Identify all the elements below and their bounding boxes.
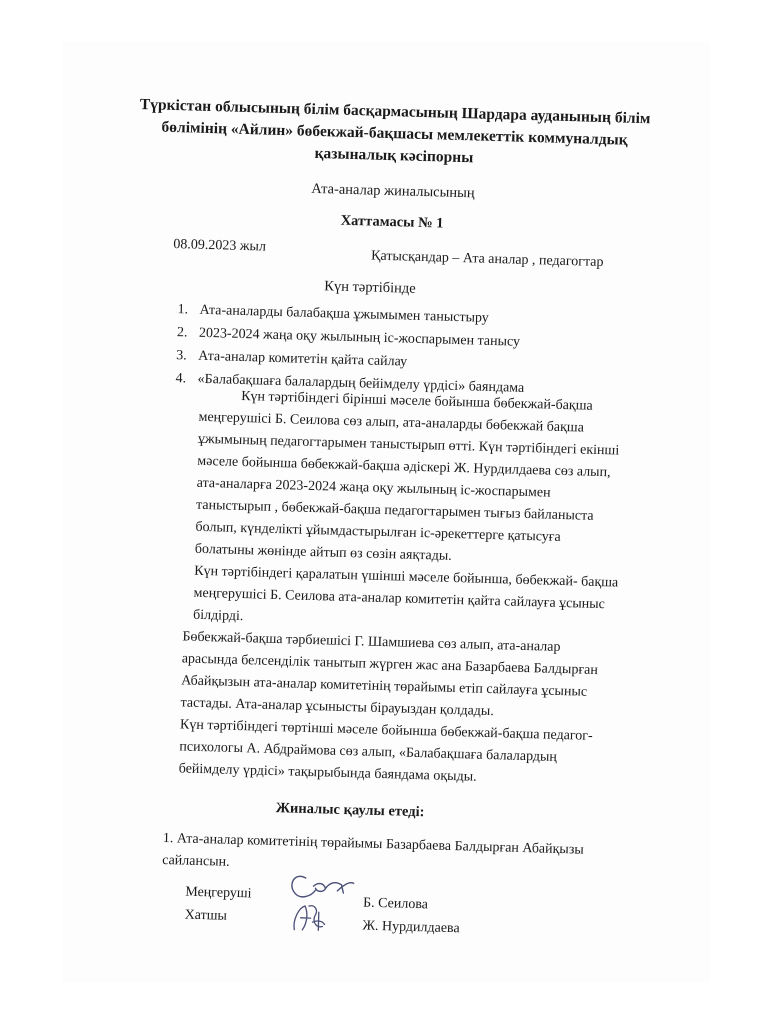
participants: Қатысқандар – Ата аналар , педагогтар [370, 248, 604, 271]
body-line: тастады. Ата-аналар ұсынысты бірауыздан қолдады. [180, 695, 495, 720]
body-line: бейімделу үрдісі» тақырыбында баяндама оқыды. [178, 761, 477, 785]
decision-line: 1. Ата-аналар комитетінің төрайымы Базарбаева Балдырған Абайқызы [162, 830, 584, 858]
body-line: меңгерушісі Б. Сеилова сөз алып, ата-аналарды бөбекжай бақша [198, 409, 585, 436]
body-line: болып, күнделікті ұйымдастырылған іс-әрекеттерге қатысуға [195, 519, 561, 545]
agenda-item-number: 1. [177, 302, 189, 318]
meeting-title: Ата-аналар жиналысының [311, 180, 475, 202]
body-line: меңгерушісі Б. Сеилова ата-аналар комитетін қайта сайлауға ұсыныс [193, 585, 606, 613]
signature-role-head: Меңгеруші [185, 884, 252, 902]
body-line: болатыны жөнінде айтып өз сөзін аяқтады. [194, 541, 452, 564]
body-line: Бөбекжай-бақша тәрбиешісі Г. Шамшиева сөз алып, ата-аналар [182, 629, 561, 655]
header-line-3: қазыналық кәсіпорны [314, 144, 474, 167]
agenda-item-number: 4. [175, 371, 187, 387]
signature-role-secretary: Хатшы [184, 907, 228, 924]
agenda-item-text: «Балабақшаға балалардың бейімделу үрдісі» баяндама [197, 371, 525, 396]
body-line: таныстырып , бөбекжай-бақша педагогтарымен тығыз байланыста [195, 497, 594, 524]
agenda-item-number: 3. [176, 348, 187, 364]
body-line: Күн тәртібіндегі төртінші мәселе бойынша бөбекжай-бақша педагог- [179, 717, 593, 744]
signature-name-secretary: Ж. Нурдилдаева [362, 918, 460, 937]
body-line: ата-аналарға 2023-2024 жаңа оқу жылының іс-жоспарымен [196, 475, 551, 501]
decision-title: Жиналыс қаулы етеді: [275, 800, 425, 821]
body-line: Күн тәртібіндегі бірінші мәселе бойынша бөбекжай-бақша [240, 388, 593, 414]
agenda-list [175, 298, 526, 400]
protocol-title: Хаттамасы № 1 [340, 212, 444, 232]
agenda-item-text: Ата-аналар комитетін қайта сайлау [198, 348, 408, 370]
meeting-date: 08.09.2023 жыл [173, 237, 267, 255]
body-line: Абайқызын ата-аналар комитетінің төрайымы етіп сайлауға ұсыныс [180, 673, 588, 700]
body-line: арасында белсенділік танытып жүрген жас ана Базарбаева Балдырған [181, 651, 599, 679]
agenda-item-text: Ата-аналарды балабақша ұжымымен таныстыру [199, 302, 489, 326]
agenda-title: Күн тәртібінде [324, 278, 416, 297]
signature-name-head: Б. Сеилова [362, 895, 429, 913]
agenda-item-number: 2. [176, 325, 188, 341]
header-line-1: Түркістан облысының білім басқармасының Шардара ауданының білім [139, 96, 651, 128]
body-line: психологы А. Абдраймова сөз алып, «Балабақшаға балалардың [179, 739, 558, 765]
agenda-item-text: 2023-2024 жаңа оқу жылының іс-жоспарымен танысу [198, 325, 521, 350]
header-line-2: бөлімінің «Айлин» бөбекжай-бақшасы мемлекеттік коммуналдық [161, 118, 628, 149]
body-line: мәселе бойынша бөбекжай-бақша әдіскері Ж. Нурдилдаева сөз алып, [197, 453, 611, 481]
body-line: білдірді. [192, 607, 244, 625]
body-line: Күн тәртібіндегі қаралатын үшінші мәселе бойынша, бөбекжай- бақша [194, 563, 619, 591]
secretary-signature-image [288, 900, 329, 937]
decision-line: сайлансын. [161, 852, 230, 870]
body-line: ұжымының педагогтарымен таныстырып өтті. Күн тәртібіндегі екінші [197, 431, 620, 459]
